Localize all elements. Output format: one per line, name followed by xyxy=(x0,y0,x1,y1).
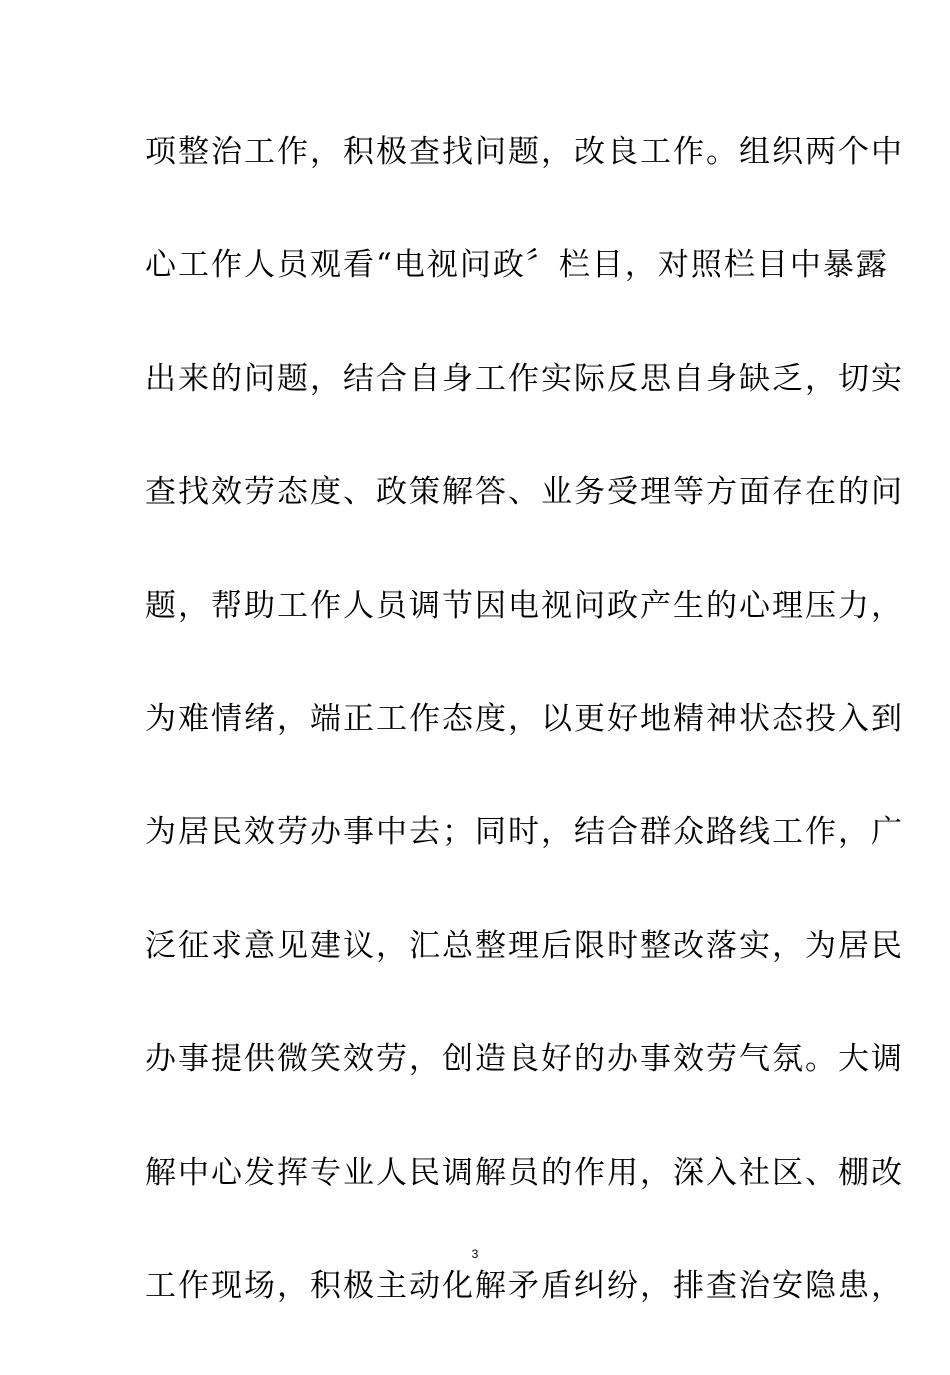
text-line: 项整治工作，积极查找问题，改良工作。组织两个中 xyxy=(145,134,904,170)
text-line: 出来的问题，结合自身工作实际反思自身缺乏，切实 xyxy=(145,360,904,397)
body-text xyxy=(145,128,904,1375)
text-line: 查找效劳态度、政策解答、业务受理等方面存在的问 xyxy=(145,474,904,511)
text-line: 为居民效劳办事中去；同时，结合群众路线工作，广 xyxy=(145,814,904,851)
text-line: 为难情绪，端正工作态度，以更好地精神状态投入到 xyxy=(145,700,904,737)
text-line: 办事提供微笑效劳，创造良好的办事效劳气氛。大调 xyxy=(145,1041,904,1078)
page-number: 3 xyxy=(471,1247,479,1261)
text-line: 工作现场，积极主动化解矛盾纠纷，排查治安隐患， xyxy=(145,1267,904,1304)
text-line: 泛征求意见建议，汇总整理后限时整改落实，为居民 xyxy=(145,927,904,964)
text-line: 解中心发挥专业人民调解员的作用，深入社区、棚改 xyxy=(145,1154,904,1191)
text-line: 心工作人员观看“电视问政〞栏目，对照栏目中暴露 xyxy=(145,247,889,284)
text-line: 题，帮助工作人员调节因电视问政产生的心理压力， xyxy=(145,587,904,624)
